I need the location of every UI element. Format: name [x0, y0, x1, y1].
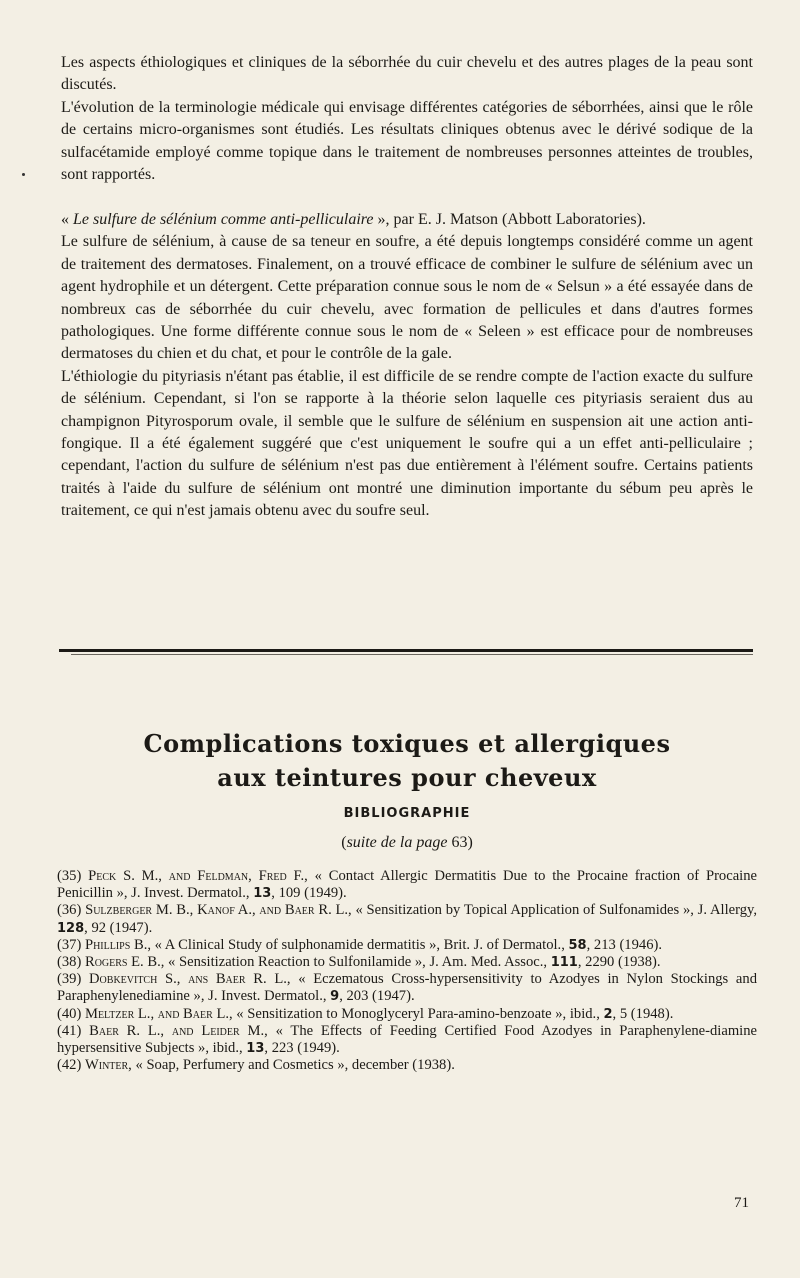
article-heading-line-2: aux teintures pour cheveux: [217, 763, 597, 792]
reference-number: (35): [57, 868, 89, 884]
reference-number: (40): [57, 1005, 85, 1022]
reference-authors: Winter,: [84, 1057, 132, 1074]
reference-volume: 111: [550, 955, 578, 971]
intro-paragraph-2: L'évolution de la terminologie médicale qui envisage différentes catégories de séborrhées, ainsi que le rôle de certains micro-organismes sont étudiés. Les résultats cliniques obtenus avec le dérivé sodique de la sulfacétamide employé comme topique dans le traitement de nombreuses personnes atteintes de troubles, sont rapportés.: [61, 98, 753, 184]
reference-item: [57, 937, 757, 954]
reference-pages: , 109 (1949).: [271, 885, 347, 902]
reference-citation: « The Effects of Feeding Certified Food Azodyes in Paraphenylene-diamine hypersensitive Subjects », ibid.,: [57, 1022, 757, 1057]
continued-close: 63): [447, 834, 473, 851]
reference-item: [57, 1023, 757, 1057]
margin-dot: [22, 173, 25, 176]
reference-pages: , 2290 (1938).: [577, 954, 661, 971]
section-divider-thin: [71, 654, 753, 655]
selenium-title: [61, 209, 753, 231]
reference-authors: Rogers E. B.,: [84, 954, 165, 971]
reference-item: [57, 954, 757, 971]
reference-item: [57, 902, 757, 936]
reference-volume: 13: [253, 886, 272, 902]
selenium-title-italic: Le sulfure de sélénium comme anti-pelliculaire: [73, 211, 374, 228]
reference-pages: , 5 (1948).: [612, 1005, 674, 1022]
reference-pages: , 213 (1946).: [586, 936, 663, 953]
reference-volume: 128: [57, 920, 85, 936]
reference-item: [57, 971, 757, 1005]
reference-list: [57, 868, 757, 1074]
reference-pages: , 92 (1947).: [84, 919, 153, 936]
reference-pages: , 223 (1949).: [264, 1040, 340, 1057]
reference-authors: Baer R. L., and Leider M.,: [89, 1022, 268, 1039]
reference-citation: « Soap, Perfumery and Cosmetics », december (1938).: [131, 1057, 455, 1074]
reference-volume: 58: [568, 937, 587, 953]
reference-item: [57, 1006, 757, 1023]
reference-authors: Meltzer L., and Baer L.,: [84, 1005, 233, 1022]
reference-volume: 9: [330, 989, 340, 1005]
reference-item: [57, 1057, 757, 1074]
selenium-title-open: «: [61, 211, 73, 228]
reference-authors: Phillips B.,: [84, 936, 151, 953]
reference-volume: 13: [246, 1041, 265, 1057]
reference-citation: « Sensitization to Monoglyceryl Para-amino-benzoate », ibid.,: [232, 1005, 604, 1022]
reference-citation: « Eczematous Cross-hypersensitivity to Azodyes in Nylon Stockings and Paraphenylenediamine », J. Invest. Dermatol.,: [57, 971, 757, 1005]
page-number: 71: [734, 1195, 749, 1211]
continued-note: [61, 834, 753, 852]
selenium-paragraph-1: Le sulfure de sélénium, à cause de sa teneur en soufre, a été depuis longtemps considéré comme un agent de traitement des dermatoses. Finalement, on a trouvé efficace de combiner le sulfure de sélénium avec un agent hydrophile et un détergent. Cette préparation connue sous le nom de « Selsun » a été essayée dans de nombreux cas de séborrhée du cuir chevelu, avec formation de pellicules et dans d'autres formes pathologiques. Une forme différente connue sous le nom de « Seleen » est efficace pour de nombreuses dermatoses du chien et du chat, et pour le contrôle de la gale.: [61, 233, 753, 363]
selenium-paragraph-2: L'éthiologie du pityriasis n'étant pas établie, il est difficile de se rendre compte de l'action exacte du sulfure de sélénium. Cependant, si l'on se rapporte à la théorie selon laquelle ces pityriasis seraient dus au champignon Pityrosporum ovale, il semble que le sulfure de sélénium en suspension ait une action anti-fongique. Il a été également suggéré que c'est uniquement le soufre qui a un effet anti-pelliculaire ; cependant, l'action du sulfure de sélénium n'est pas due entièrement à l'élément soufre. Certains patients traités à l'aide du sulfure de sélénium ont montré une diminution importante du sébum peu après le traitement, ce qui n'est jamais obtenu avec du soufre seul.: [61, 367, 753, 520]
selenium-title-close: », par E. J. Matson (Abbott Laboratories).: [373, 211, 646, 228]
reference-item: [57, 868, 757, 902]
reference-number: (39): [57, 971, 90, 988]
reference-citation: « Contact Allergic Dermatitis Due to the Procaine fraction of Procaine Penicillin », J. Invest. Dermatol.,: [57, 868, 758, 902]
intro-section: [61, 52, 753, 186]
reference-pages: , 203 (1947).: [339, 988, 415, 1005]
reference-citation: « Sensitization Reaction to Sulfonilamide », J. Am. Med. Assoc.,: [164, 954, 551, 971]
bibliography-title: BIBLIOGRAPHIE: [343, 806, 471, 821]
continued-italic: suite de la page: [346, 834, 448, 851]
reference-authors: Sulzberger M. B., Kanof A., and Baer R. L.,: [85, 902, 352, 919]
reference-volume: 2: [603, 1006, 613, 1022]
reference-citation: « Sensitization by Topical Application of Sulfonamides », J. Allergy,: [351, 902, 757, 919]
article-heading-line-1: Complications toxiques et allergiques: [143, 729, 671, 758]
reference-number: (37): [57, 936, 85, 953]
reference-authors: Peck S. M., and Feldman, Fred F.,: [88, 868, 308, 884]
reference-number: (41): [57, 1022, 90, 1039]
reference-number: (42): [57, 1057, 85, 1074]
intro-paragraph-1: Les aspects éthiologiques et cliniques de la séborrhée du cuir chevelu et des autres plages de la peau sont discutés.: [61, 54, 753, 94]
reference-citation: « A Clinical Study of sulphonamide dermatitis », Brit. J. of Dermatol.,: [151, 936, 569, 953]
continued-open: (: [341, 834, 347, 851]
selenium-section: [61, 209, 753, 523]
reference-number: (38): [57, 954, 85, 971]
reference-number: (36): [57, 902, 86, 919]
article-heading: [61, 727, 753, 795]
reference-authors: Dobkevitch S., ans Baer R. L.,: [89, 971, 291, 988]
section-divider: [59, 649, 753, 652]
